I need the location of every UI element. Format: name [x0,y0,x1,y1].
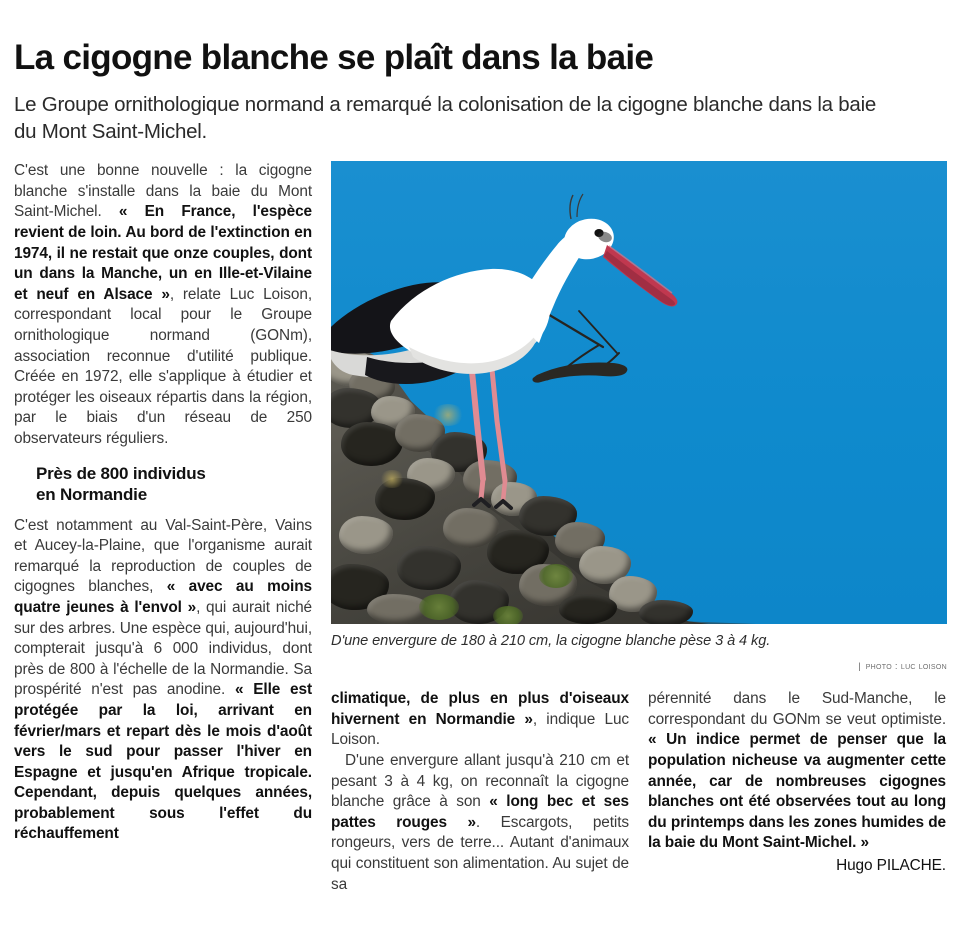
stork-beak-shade [604,251,675,306]
article-standfirst: Le Groupe ornithologique normand a remarqué la colonisation de la cigogne blanche dans la baie du Mont Saint-Michel. [14,92,877,143]
stork-legs [471,359,505,501]
text-run: , qui aurait niché sur des arbres. Une espèce qui, aujourd'hui, compterait jusqu'à 6 000 individus, dont près de 800 à l'échelle de la Normandie. Sa prospérité n'est pas anodine. [14,598,312,699]
text-run: , relate Luc Loison, correspondant local pour le Groupe ornithologique normand (GONm), association reconnue d'utilité publique. Créée en 1972, elle s'applique à étudier et protéger les oiseaux répartis dans la région, par le biais d'un réseau de 250 observateurs réguliers. [14,285,312,447]
paragraph-description [331,751,629,895]
credit-author: luc loison [900,661,947,673]
paragraph-intro [14,161,312,449]
quote-emphasis: « En France, l'espèce revient de loin. Au bord de l'extinction en 1974, il ne restait que onze couples, dont un dans la Manche, un en Ille-et-Vilaine et neuf en Alsace » [14,203,312,303]
subheading-line-1: Près de 800 individus [36,463,206,483]
section-subheading [14,463,312,505]
stork-feet [474,499,511,508]
text-run: C'est notamment au Val-Saint-Père, Vains et Aucey-la-Plaine, que l'organisme aurait remarqué la reproduction de couples de cigognes blanches, [14,516,312,596]
quote-emphasis: climatique, de plus en plus d'oiseaux hivernent en Normandie » [331,690,629,728]
paragraph-reproduction [14,516,312,846]
quote-emphasis: « Elle est protégée par la loi, arrivant en février/mars et repart dès le mois d'août vers le sud pour passer l'hiver en Espagne et jusqu'en Afrique tropicale. Cependant, depuis quelques années, probablement sous l'effet du réchauffement [14,681,312,843]
white-stork [331,161,947,624]
credit-label: photo : [865,661,898,673]
text-run: . Escargots, petits rongeurs, vers de terre... Autant d'animaux qui constituent son alimentation. Au sujet de sa [331,813,629,893]
article-photo-block [331,161,947,672]
page-title: La cigogne blanche se plaît dans la baie [14,38,654,77]
text-run: D'une envergure allant jusqu'à 210 cm et pesant 3 à 4 kg, on reconnaît la cigogne blanche grâce à son [331,752,629,811]
text-run: , indique Luc Loison. [331,710,630,749]
article-column-1 [14,161,312,845]
paragraph-conclusion [648,689,946,854]
stork-photograph [331,161,947,624]
text-run: pérennité dans le Sud-Manche, le correspondant du GONm se veut optimiste. [648,690,946,728]
article-column-2 [331,689,629,895]
quote-emphasis: « long bec et ses pattes rouges » [331,793,629,831]
quote-emphasis: « Un indice permet de penser que la population nicheuse va augmenter cette année, car de nombreuses cigognes blanches ont été observées tout au long du printemps dans les zones humides de la baie du Mont Saint-Michel. » [648,731,946,852]
paragraph-quote-continuation [331,689,629,751]
quote-emphasis: « avec au moins quatre jeunes à l'envol » [14,578,312,616]
subheading-line-2: en Normandie [36,484,147,504]
photo-credit [331,661,947,672]
article-column-3 [648,689,946,876]
author-byline: Hugo PILACHE. [836,857,946,874]
stork-nape-feather-2 [577,194,583,217]
text-run: C'est une bonne nouvelle : la cigogne blanche s'installe dans la baie du Mont Saint-Michel. [14,162,312,221]
credit-separator: | [858,661,863,673]
stork-nape-feather [570,195,573,219]
photo-caption: D'une envergure de 180 à 210 cm, la cigogne blanche pèse 3 à 4 kg. [331,633,771,650]
